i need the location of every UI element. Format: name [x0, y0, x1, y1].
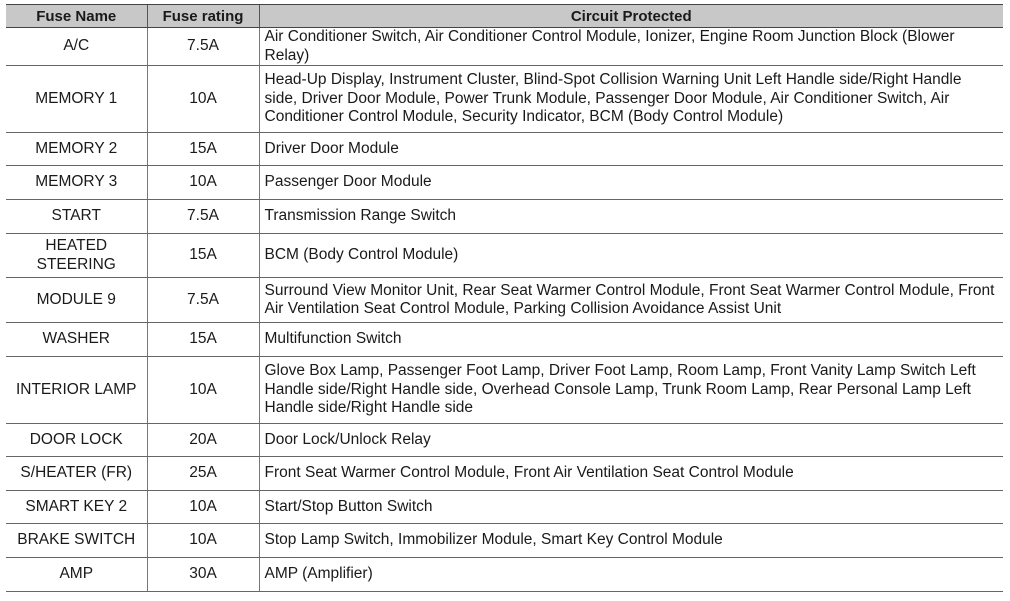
fuse-name-cell: WASHER	[6, 323, 147, 357]
table-row	[6, 424, 1003, 457]
table-row	[6, 524, 1003, 558]
fuse-rating-cell: 30A	[147, 558, 259, 592]
fuse-name-cell: MEMORY 3	[6, 166, 147, 200]
fuse-rating-cell: 15A	[147, 234, 259, 278]
table-row	[6, 558, 1003, 592]
fuse-name-cell: START	[6, 200, 147, 234]
header-fuse-rating: Fuse rating	[147, 5, 259, 28]
fuse-name-cell: A/C	[6, 28, 147, 66]
fuse-rating-cell: 10A	[147, 524, 259, 558]
table-row	[6, 234, 1003, 278]
table-row	[6, 357, 1003, 424]
fuse-rating-cell: 15A	[147, 323, 259, 357]
fuse-rating-cell: 10A	[147, 166, 259, 200]
circuit-cell: Start/Stop Button Switch	[259, 491, 1003, 524]
circuit-cell: Head-Up Display, Instrument Cluster, Blind-Spot Collision Warning Unit Left Handle side/Right Handle side, Driver Door Module, Power Trunk Module, Passenger Door Module, Air Conditioner Switch, Air Conditioner Control Module, Security Indicator, BCM (Body Control Module)	[259, 66, 1003, 133]
header-row	[6, 5, 1003, 28]
fuse-rating-cell: 7.5A	[147, 278, 259, 323]
table-row	[6, 200, 1003, 234]
fuse-name-cell: AMP	[6, 558, 147, 592]
table-row	[6, 133, 1003, 166]
circuit-cell: Front Seat Warmer Control Module, Front Air Ventilation Seat Control Module	[259, 457, 1003, 491]
fuse-rating-cell: 10A	[147, 66, 259, 133]
fuse-rating-cell: 20A	[147, 424, 259, 457]
table-row	[6, 66, 1003, 133]
circuit-cell: BCM (Body Control Module)	[259, 234, 1003, 278]
circuit-cell: Door Lock/Unlock Relay	[259, 424, 1003, 457]
table-row	[6, 323, 1003, 357]
table-row	[6, 491, 1003, 524]
fuse-rating-cell: 25A	[147, 457, 259, 491]
circuit-cell: Surround View Monitor Unit, Rear Seat Warmer Control Module, Front Seat Warmer Control Module, Front Air Ventilation Seat Control Module, Parking Collision Avoidance Assist Unit	[259, 278, 1003, 323]
fuse-name-cell: MODULE 9	[6, 278, 147, 323]
fuse-name-cell: SMART KEY 2	[6, 491, 147, 524]
fuse-name-cell: MEMORY 1	[6, 66, 147, 133]
fuse-name-cell: BRAKE SWITCH	[6, 524, 147, 558]
circuit-cell: Glove Box Lamp, Passenger Foot Lamp, Driver Foot Lamp, Room Lamp, Front Vanity Lamp Switch Left Handle side/Right Handle side, Overhead Console Lamp, Trunk Room Lamp, Rear Personal Lamp Left Handle side/Right Handle side	[259, 357, 1003, 424]
table-row	[6, 457, 1003, 491]
fuse-table	[6, 4, 1003, 592]
fuse-rating-cell: 10A	[147, 491, 259, 524]
circuit-cell: Stop Lamp Switch, Immobilizer Module, Smart Key Control Module	[259, 524, 1003, 558]
table-row	[6, 166, 1003, 200]
fuse-name-cell: DOOR LOCK	[6, 424, 147, 457]
circuit-cell: AMP (Amplifier)	[259, 558, 1003, 592]
header-circuit-protected: Circuit Protected	[259, 5, 1003, 28]
circuit-cell: Multifunction Switch	[259, 323, 1003, 357]
fuse-name-cell: HEATED STEERING	[6, 234, 147, 278]
circuit-cell: Passenger Door Module	[259, 166, 1003, 200]
fuse-name-cell: INTERIOR LAMP	[6, 357, 147, 424]
header-fuse-name: Fuse Name	[6, 5, 147, 28]
table-row	[6, 28, 1003, 66]
fuse-rating-cell: 10A	[147, 357, 259, 424]
fuse-name-cell: MEMORY 2	[6, 133, 147, 166]
fuse-rating-cell: 15A	[147, 133, 259, 166]
circuit-cell: Driver Door Module	[259, 133, 1003, 166]
circuit-cell: Transmission Range Switch	[259, 200, 1003, 234]
fuse-name-cell: S/HEATER (FR)	[6, 457, 147, 491]
fuse-rating-cell: 7.5A	[147, 200, 259, 234]
fuse-rating-cell: 7.5A	[147, 28, 259, 66]
table-row	[6, 278, 1003, 323]
circuit-cell: Air Conditioner Switch, Air Conditioner Control Module, Ionizer, Engine Room Junction Block (Blower Relay)	[259, 28, 1003, 66]
